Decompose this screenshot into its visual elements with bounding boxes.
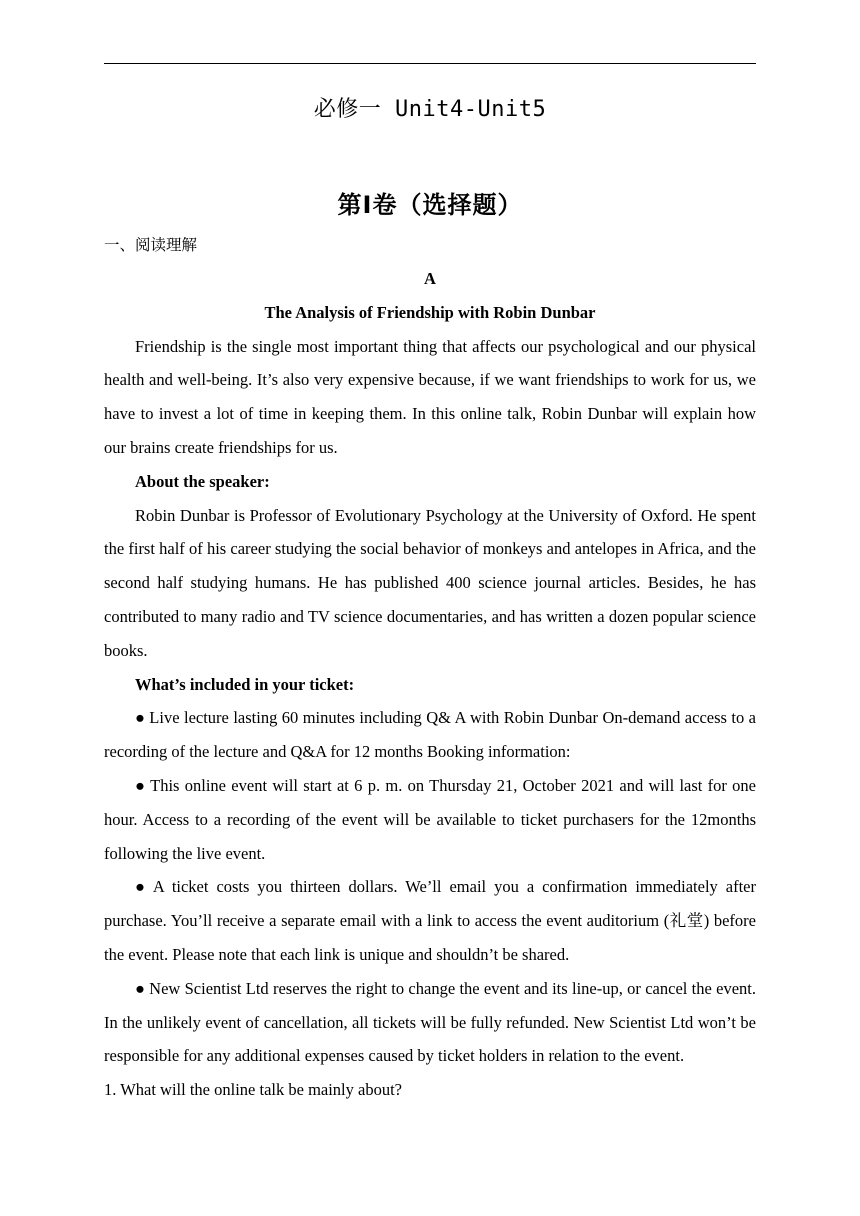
ticket-label: What’s included in your ticket:: [135, 674, 355, 694]
bullet-item: [104, 769, 756, 870]
intro-paragraph: Friendship is the single most important thing that affects our psychological and our physical health and well-being. It’s also very expensive because, if we want friendships to work for us, we have to invest a lot of time in keeping them. In this online talk, Robin Dunbar will explain how our brains create friendships for us.: [104, 336, 756, 457]
bullet-icon: ●: [135, 978, 146, 998]
passage: [104, 262, 756, 1107]
passage-title: The Analysis of Friendship with Robin Dunbar: [264, 302, 596, 322]
section-title: 第Ⅰ卷（选择题）: [337, 191, 523, 219]
bullet-item: [104, 870, 756, 971]
bullet-item: [104, 701, 756, 769]
bullet-icon: ●: [135, 708, 146, 728]
document-title: 必修一 Unit4-Unit5: [313, 97, 547, 122]
passage-label: A: [424, 269, 436, 288]
bullet-text: New Scientist Ltd reserves the right to change the event and its line-up, or cancel the event. In the unlikely event of cancellation, all tickets will be fully refunded. New Scientist Ltd won’t be responsible for any additional expenses caused by ticket holders in relation to the event.: [104, 978, 756, 1066]
header-rule: [104, 63, 756, 64]
bullet-icon: ●: [135, 775, 147, 795]
bullet-text: Live lecture lasting 60 minutes including Q& A with Robin Dunbar On-demand access to a recording of the lecture and Q&A for 12 months Booking information:: [104, 708, 756, 762]
bullet-item: [104, 972, 756, 1073]
bullet-text: A ticket costs you thirteen dollars. We’ll email you a confirmation immediately after purchase. You’ll receive a separate email with a link to access the event auditorium (礼堂) before the event. Please note that each link is unique and shouldn’t be shared.: [104, 877, 756, 964]
part-heading: 一、阅读理解: [104, 236, 198, 254]
question-1: 1. What will the online talk be mainly about?: [104, 1080, 402, 1100]
about-speaker-label: About the speaker:: [135, 471, 270, 491]
bullet-icon: ●: [135, 877, 149, 897]
bullet-text: This online event will start at 6 p. m. on Thursday 21, October 2021 and will last for one hour. Access to a recording of the event will be available to ticket purchasers for the 12months following the live event.: [104, 775, 756, 863]
about-speaker-paragraph: Robin Dunbar is Professor of Evolutionary Psychology at the University of Oxford. He spent the first half of his career studying the social behavior of monkeys and antelopes in Africa, and the second half studying humans. He has published 400 science journal articles. Besides, he has contributed to many radio and TV science documentaries, and has written a dozen popular science books.: [104, 505, 756, 660]
